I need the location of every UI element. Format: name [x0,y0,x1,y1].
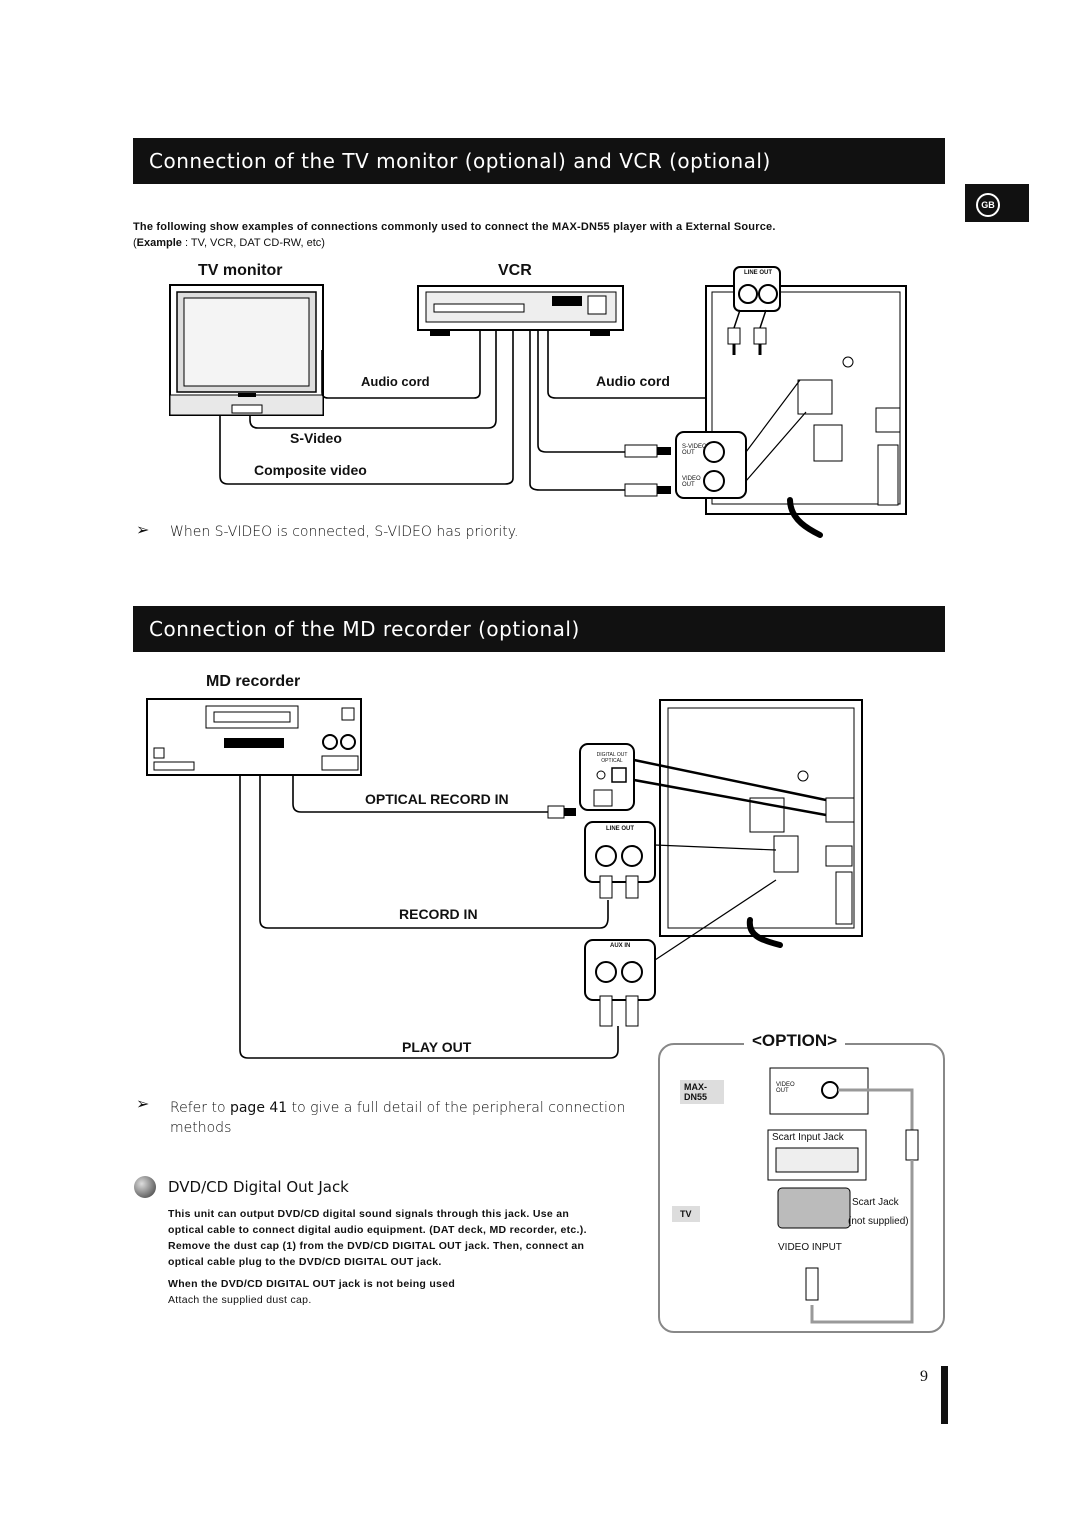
optical-record-in-label: OPTICAL RECORD IN [365,791,509,807]
example-label: Example [136,237,182,249]
page-number: 9 [920,1368,928,1385]
page-41-link[interactable]: page 41 [229,1100,288,1116]
record-in-label: RECORD IN [399,906,478,922]
intro-text: The following show examples of connections commonly used to connect the MAX-DN55 player with a External Source. [133,221,776,233]
dvd-digital-out-body [168,1206,598,1308]
line-out-jack-label-2: LINE OUT [606,826,634,832]
section-title-md-recorder: Connection of the MD recorder (optional) [133,606,945,652]
md-recorder-illustration [147,699,361,775]
vcr-label: VCR [498,262,532,279]
note-arrow-icon-2: ➢ [136,1096,150,1113]
note-suffix: to give a full detail of the peripheral connection methods [170,1100,626,1136]
play-out-label: PLAY OUT [402,1039,472,1055]
s-video-label: S-Video [290,430,342,446]
vcr-illustration [418,286,623,336]
s-video-priority-note: When S-VIDEO is connected, S-VIDEO has priority. [170,524,519,540]
max-dn55-label: MAX-DN55 [680,1080,724,1104]
dvd-paragraph-1: This unit can output DVD/CD digital sound signals through this jack. Use an optical cable to connect digital audio equipment. (DAT deck, MD recorder, etc.). [168,1208,587,1236]
not-supplied-label: (not supplied) [848,1216,909,1227]
scart-input-jack-label: Scart Input Jack [772,1132,844,1143]
note-arrow-icon: ➢ [136,522,150,539]
example-text: : TV, VCR, DAT CD-RW, etc) [181,237,325,249]
unit-back-panel-2 [660,700,862,945]
dvd-paragraph-4: Attach the supplied dust cap. [168,1294,312,1306]
video-out-jack-label: VIDEO OUT [682,476,701,488]
intro-example: (Example : TV, VCR, DAT CD-RW, etc) [133,237,325,249]
composite-video-label: Composite video [254,462,367,478]
dvd-paragraph-3: When the DVD/CD DIGITAL OUT jack is not being used [168,1278,456,1290]
s-video-out-jack-label: S-VIDEO OUT [682,444,707,456]
aux-in-jack-label: AUX IN [610,943,631,949]
option-video-out-label: VIDEO OUT [776,1082,795,1094]
line-out-jack-label: LINE OUT [744,270,772,276]
option-tv-label: TV [672,1206,700,1222]
dvd-digital-out-title: DVD/CD Digital Out Jack [168,1178,349,1196]
language-badge: GB [976,193,1000,217]
note-prefix: Refer to [170,1100,230,1116]
dvd-paragraph-2: Remove the dust cap (1) from the DVD/CD DIGITAL OUT jack. Then, connect an optical cable plug to the DVD/CD DIGITAL OUT jack. [168,1240,585,1268]
md-recorder-label: MD recorder [206,673,301,690]
scart-jack-label: Scart Jack [852,1197,899,1208]
tv-monitor-illustration [170,285,323,415]
page-number-bar [941,1366,948,1424]
video-input-label: VIDEO INPUT [778,1242,842,1253]
page-reference-note [170,1098,640,1138]
audio-cord-left-label: Audio cord [361,374,430,389]
bullet-circle-icon [134,1176,156,1198]
tv-monitor-label: TV monitor [198,262,283,279]
section-title-tv-vcr: Connection of the TV monitor (optional) and VCR (optional) [133,138,945,184]
digital-out-jack-label: DIGITAL OUT OPTICAL [596,752,628,764]
audio-cord-right-label: Audio cord [596,373,670,389]
option-title: <OPTION> [744,1031,845,1051]
